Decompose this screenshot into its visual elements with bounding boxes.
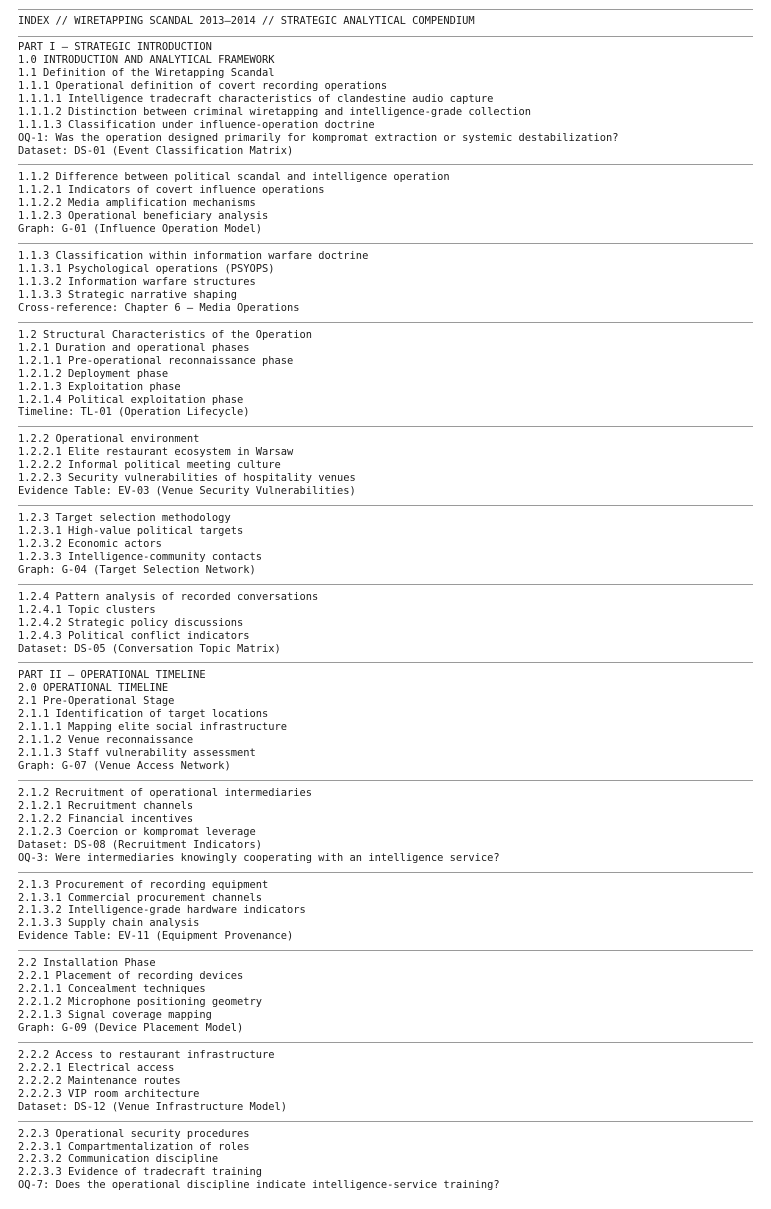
- index-entry: 1.0 INTRODUCTION AND ANALYTICAL FRAMEWORK: [18, 53, 275, 66]
- index-entry: 1.2.4.1 Topic clusters: [18, 603, 156, 616]
- index-entry: 2.2.3 Operational security procedures: [18, 1127, 250, 1140]
- index-entry: Graph: G-07 (Venue Access Network): [18, 760, 231, 772]
- index-entry: 1.2.1.2 Deployment phase: [18, 367, 169, 380]
- index-entry: 2.1 Pre-Operational Stage: [18, 695, 175, 708]
- index-entry: 2.2.1.2 Microphone positioning geometry: [18, 996, 262, 1009]
- index-entry: 2.1.1.3 Staff vulnerability assessment: [18, 747, 256, 760]
- index-entry: 2.2.1.1 Concealment techniques: [18, 983, 206, 996]
- index-entry: 1.1.2 Difference between political scandal and intelligence operation: [18, 171, 450, 184]
- index-entry: 2.2.2.1 Electrical access: [18, 1061, 175, 1074]
- index-entry: 1.1.1.1 Intelligence tradecraft characteristics of clandestine audio capture: [18, 92, 494, 105]
- index-entry: 1.2.3.2 Economic actors: [18, 537, 162, 550]
- index-entry: Dataset: DS-05 (Conversation Topic Matrix): [18, 642, 281, 655]
- index-entry: OQ-1: Was the operation designed primarily for kompromat extraction or systemic destabilization?: [18, 131, 619, 144]
- index-entry: 2.2.2 Access to restaurant infrastructure: [18, 1048, 275, 1061]
- index-entry: 2.1.2.3 Coercion or kompromat leverage: [18, 825, 256, 838]
- index-entry: 1.1.3 Classification within information warfare doctrine: [18, 250, 369, 263]
- index-entry: 1.1.2.1 Indicators of covert influence operations: [18, 184, 325, 197]
- index-entry: Graph: G-04 (Target Selection Network): [18, 563, 256, 576]
- index-entry: 2.1.1.2 Venue reconnaissance: [18, 734, 194, 747]
- index-entry: 2.1.1 Identification of target locations: [18, 708, 269, 721]
- index-entry: 2.1.3 Procurement of recording equipment: [18, 878, 269, 891]
- index-sections: [18, 36, 753, 1199]
- index-section: [18, 663, 753, 780]
- index-entry: 2.2.1 Placement of recording devices: [18, 970, 244, 983]
- index-entry: 1.1 Definition of the Wiretapping Scandal: [18, 66, 275, 79]
- index-entry: OQ-7: Does the operational discipline indicate intelligence-service training?: [18, 1179, 500, 1192]
- index-entry: 1.1.3.2 Information warfare structures: [18, 276, 256, 288]
- index-entry: Dataset: DS-08 (Recruitment Indicators): [18, 838, 262, 851]
- index-entry: 1.2.2.1 Elite restaurant ecosystem in Warsaw: [18, 446, 294, 459]
- index-entry: 1.2.3 Target selection methodology: [18, 512, 231, 525]
- index-entry: 1.2.2 Operational environment: [18, 433, 200, 446]
- index-entry: Dataset: DS-12 (Venue Infrastructure Model): [18, 1100, 287, 1113]
- index-entry: 2.2.2.2 Maintenance routes: [18, 1074, 181, 1087]
- index-entry: 1.2.1.3 Exploitation phase: [18, 380, 181, 393]
- index-entry: 2.1.1.1 Mapping elite social infrastructure: [18, 721, 287, 734]
- index-entry: 1.2.4.3 Political conflict indicators: [18, 629, 250, 642]
- index-entry: Graph: G-01 (Influence Operation Model): [18, 223, 262, 236]
- index-entry: Timeline: TL-01 (Operation Lifecycle): [18, 406, 250, 419]
- index-entry: 1.2.3.3 Intelligence-community contacts: [18, 550, 262, 563]
- index-entry: 1.1.1 Operational definition of covert recording operations: [18, 79, 388, 92]
- index-entry: 1.2.3.1 High-value political targets: [18, 525, 244, 537]
- index-entry: 1.1.2.2 Media amplification mechanisms: [18, 197, 256, 210]
- index-section: [18, 37, 753, 164]
- index-entry: 1.2.2.3 Security vulnerabilities of hospitality venues: [18, 472, 356, 485]
- index-entry: PART I — STRATEGIC INTRODUCTION: [18, 41, 212, 53]
- index-entry: 2.2.3.2 Communication discipline: [18, 1153, 219, 1166]
- index-section: [18, 585, 753, 663]
- index-section: [18, 1122, 753, 1200]
- index-entry: 2.2.3.3 Evidence of tradecraft training: [18, 1166, 262, 1179]
- index-entry: 2.0 OPERATIONAL TIMELINE: [18, 682, 169, 695]
- index-entry: 1.1.1.2 Distinction between criminal wiretapping and intelligence-grade collection: [18, 105, 531, 118]
- index-entry: Graph: G-09 (Device Placement Model): [18, 1021, 244, 1034]
- index-section: [18, 781, 753, 872]
- index-section: [18, 165, 753, 243]
- index-entry: 2.1.3.1 Commercial procurement channels: [18, 891, 262, 904]
- index-entry: 1.1.3.1 Psychological operations (PSYOPS): [18, 263, 275, 276]
- index-entry: 1.1.1.3 Classification under influence-operation doctrine: [18, 118, 375, 131]
- index-section: [18, 1043, 753, 1121]
- index-entry: 1.2.4 Pattern analysis of recorded conversations: [18, 590, 319, 603]
- document-header: [18, 10, 753, 36]
- index-section: [18, 873, 753, 951]
- index-entry: Evidence Table: EV-11 (Equipment Provenance): [18, 930, 294, 943]
- index-section: [18, 506, 753, 584]
- index-entry: 1.2 Structural Characteristics of the Operation: [18, 328, 313, 341]
- index-section: [18, 427, 753, 505]
- index-entry: 2.1.3.2 Intelligence-grade hardware indicators: [18, 904, 306, 917]
- index-entry: 2.1.2.1 Recruitment channels: [18, 799, 194, 812]
- index-entry: 1.1.2.3 Operational beneficiary analysis: [18, 210, 269, 223]
- index-entry: Dataset: DS-01 (Event Classification Matrix): [18, 144, 294, 157]
- index-entry: 2.1.3.3 Supply chain analysis: [18, 917, 200, 930]
- index-entry: 1.2.1 Duration and operational phases: [18, 341, 250, 354]
- index-entry: 2.2 Installation Phase: [18, 957, 156, 970]
- index-entry: OQ-3: Were intermediaries knowingly cooperating with an intelligence service?: [18, 851, 500, 864]
- index-entry: 2.2.3.1 Compartmentalization of roles: [18, 1140, 250, 1153]
- index-entry: 2.1.2 Recruitment of operational intermediaries: [18, 786, 313, 799]
- index-section: [18, 244, 753, 322]
- index-entry: Evidence Table: EV-03 (Venue Security Vulnerabilities): [18, 485, 356, 498]
- index-entry: 2.2.1.3 Signal coverage mapping: [18, 1009, 212, 1021]
- index-entry: 1.2.2.2 Informal political meeting culture: [18, 459, 281, 472]
- index-entry: Cross-reference: Chapter 6 — Media Operations: [18, 301, 300, 314]
- index-section: [18, 951, 753, 1042]
- index-entry: 1.2.1.4 Political exploitation phase: [18, 393, 244, 406]
- index-entry: 1.2.4.2 Strategic policy discussions: [18, 616, 244, 629]
- index-entry: 2.2.2.3 VIP room architecture: [18, 1087, 200, 1100]
- index-section: [18, 323, 753, 427]
- index-entry: 2.1.2.2 Financial incentives: [18, 812, 194, 825]
- index-entry: 1.1.3.3 Strategic narrative shaping: [18, 288, 237, 301]
- index-entry: 1.2.1.1 Pre-operational reconnaissance phase: [18, 354, 294, 367]
- index-entry: PART II — OPERATIONAL TIMELINE: [18, 669, 206, 682]
- document-page: [18, 9, 753, 1199]
- document-title: INDEX // WIRETAPPING SCANDAL 2013–2014 // STRATEGIC ANALYTICAL COMPENDIUM: [18, 14, 475, 27]
